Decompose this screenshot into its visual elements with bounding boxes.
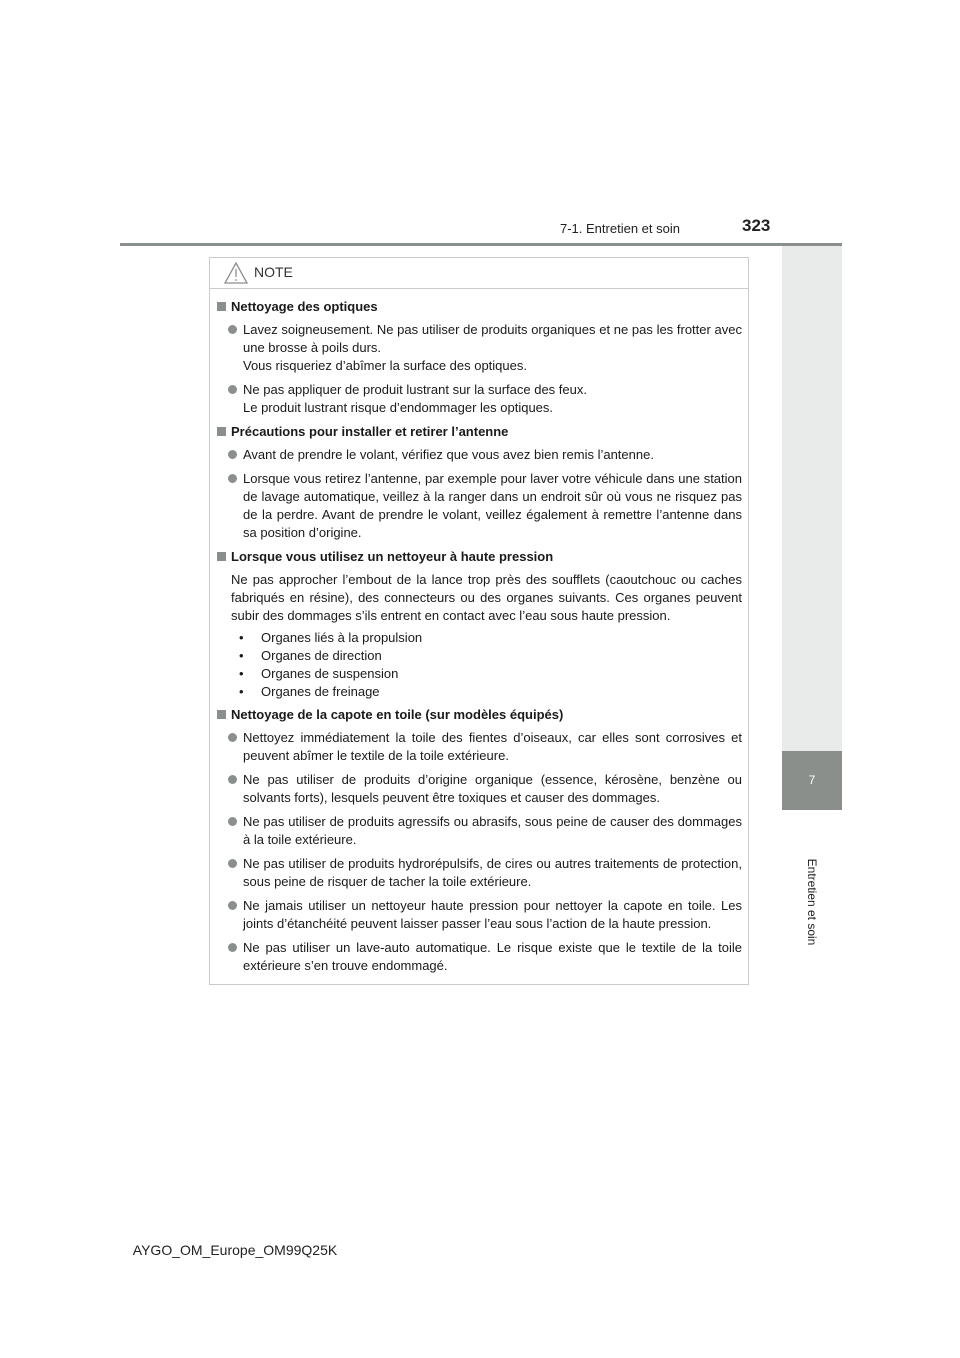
note-title: NOTE <box>254 264 293 280</box>
square-bullet-icon <box>217 710 226 719</box>
section-heading: Précautions pour installer et retirer l’antenne <box>216 423 742 441</box>
round-bullet-icon <box>228 450 237 459</box>
sub-list-item: • Organes liés à la propulsion <box>239 630 423 645</box>
section-heading: Nettoyage de la capote en toile (sur modèles équipés) <box>216 706 742 724</box>
note-box <box>209 257 749 985</box>
round-bullet-icon <box>228 901 237 910</box>
section-heading: Lorsque vous utilisez un nettoyeur à haute pression <box>216 548 742 566</box>
square-bullet-icon <box>217 427 226 436</box>
round-bullet-icon <box>228 474 237 483</box>
list-item: Ne jamais utiliser un nettoyeur haute pression pour nettoyer la capote en toile. Les joints d’étanchéité peuvent laisser passer l’eau sous l’action de la haute pression. <box>216 897 742 933</box>
round-bullet-icon <box>228 775 237 784</box>
document-id: AYGO_OM_Europe_OM99Q25K <box>132 1242 338 1258</box>
list-item: Ne pas utiliser de produits agressifs ou abrasifs, sous peine de causer des dommages à la toile extérieure. <box>216 813 742 849</box>
side-strip <box>782 246 842 751</box>
section-title: 7-1. Entretien et soin <box>560 221 680 236</box>
list-item: Ne pas utiliser de produits hydrorépulsifs, de cires ou autres traitements de protection, sous peine de risquer de tacher la toile extérieure. <box>216 855 742 891</box>
note-header <box>210 258 748 289</box>
note-body <box>210 289 748 975</box>
list-item: Ne pas utiliser un lave-auto automatique. Le risque existe que le textile de la toile extérieure s’en trouve endommagé. <box>216 939 742 975</box>
sub-list-item: • Organes de freinage <box>239 684 380 699</box>
paragraph: Ne pas approcher l’embout de la lance trop près des soufflets (caoutchouc ou caches fabriqués en résine), des connecteurs ou des organes suivants. Ces organes peuvent subir des dommages s’ils entrent en contact avec l’eau sous haute pression. <box>231 572 742 623</box>
chapter-label: Entretien et soin <box>805 858 819 946</box>
list-item: Nettoyez immédiatement la toile des fientes d’oiseaux, car elles sont corrosives et peuvent abîmer le textile de la toile extérieure. <box>216 729 742 765</box>
round-bullet-icon <box>228 385 237 394</box>
round-bullet-icon <box>228 943 237 952</box>
warning-triangle-icon <box>224 262 248 284</box>
round-bullet-icon <box>228 325 237 334</box>
list-item: Lorsque vous retirez l’antenne, par exemple pour laver votre véhicule dans une station de lavage automatique, veillez à la ranger dans un endroit sûr où vous ne risquez pas de la perdre. Avant de prendre le volant, veillez également à remettre l’antenne dans sa position d’origine. <box>216 470 742 542</box>
square-bullet-icon <box>217 552 226 561</box>
header-rule <box>120 243 842 246</box>
list-item: Ne pas utiliser de produits d’origine organique (essence, kérosène, benzène ou solvants forts), lesquels peuvent être toxiques et causer des dommages. <box>216 771 742 807</box>
chapter-number-tab[interactable]: 7 <box>782 751 842 810</box>
round-bullet-icon <box>228 817 237 826</box>
list-item: Ne pas appliquer de produit lustrant sur la surface des feux. Le produit lustrant risque d’endommager les optiques. <box>216 381 742 417</box>
page-number: 323 <box>742 216 771 235</box>
section-heading: Nettoyage des optiques <box>216 298 742 316</box>
round-bullet-icon <box>228 733 237 742</box>
sub-list-item: • Organes de suspension <box>239 666 399 681</box>
square-bullet-icon <box>217 302 226 311</box>
list-item: Avant de prendre le volant, vérifiez que vous avez bien remis l’antenne. <box>216 446 742 464</box>
round-bullet-icon <box>228 859 237 868</box>
list-item: Lavez soigneusement. Ne pas utiliser de produits organiques et ne pas les frotter avec une brosse à poils durs. Vous risqueriez d’abîmer la surface des optiques. <box>216 321 742 375</box>
sub-list-item: • Organes de direction <box>239 648 382 663</box>
